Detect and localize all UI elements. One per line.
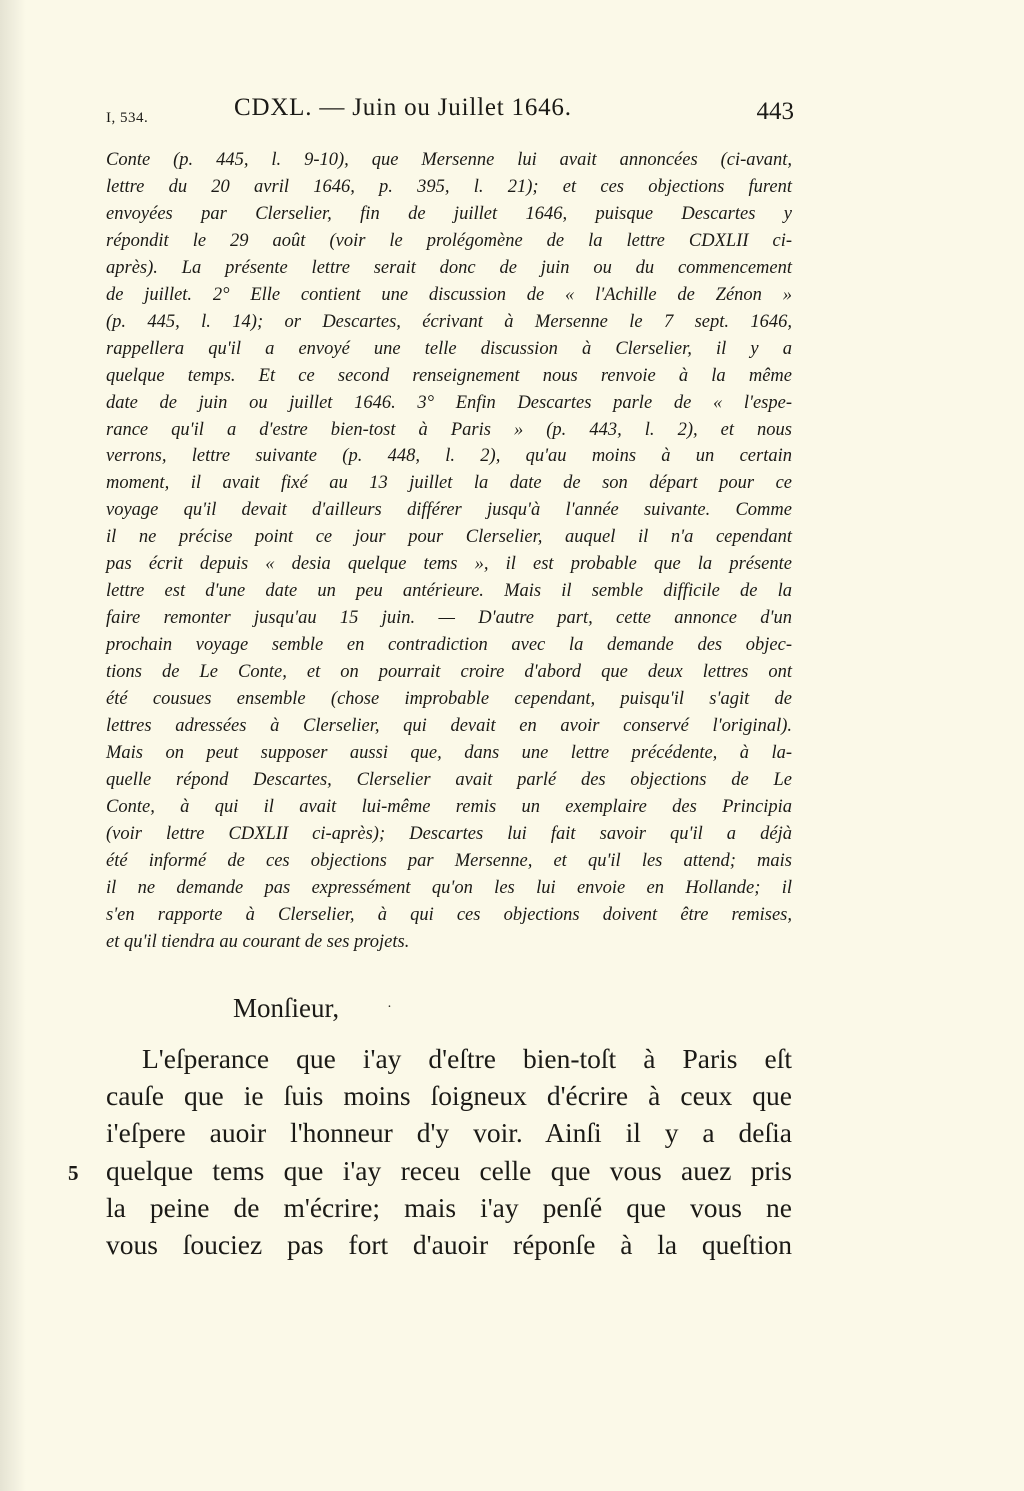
letter-line: i'eſpere auoir l'honneur d'y voir. Ainſi il y a deſia	[106, 1117, 792, 1149]
intro-line: lettres adressées à Clerselier, qui devait en avoir conservé l'original).	[106, 716, 792, 737]
volume-reference: I, 534.	[106, 110, 149, 126]
intro-line: (p. 445, l. 14); or Descartes, écrivant à Mersenne le 7 sept. 1646,	[106, 311, 792, 332]
letter-line: cauſe que ie ſuis moins ſoigneux d'écrire à ceux que	[106, 1080, 792, 1112]
intro-line: pas écrit depuis « desia quelque tems », il est probable que la présente	[106, 554, 792, 575]
salutation-text: Monſieur,	[233, 993, 340, 1023]
stray-mark: ·	[387, 1000, 392, 1015]
intro-line: lettre du 20 avril 1646, p. 395, l. 21); et ces objections furent	[106, 176, 792, 197]
letter-line: L'eſperance que i'ay d'eſtre bien-toſt à Paris eſt	[142, 1043, 792, 1074]
intro-line: été cousues ensemble (chose improbable cependant, puisqu'il s'agit de	[106, 689, 792, 710]
letter-line: la peine de m'écrire; mais i'ay penſé que vous ne	[106, 1191, 792, 1223]
intro-line: lettre est d'une date un peu antérieure. Mais il semble difficile de la	[106, 581, 792, 602]
intro-line: tions de Le Conte, et on pourrait croire d'abord que deux lettres ont	[106, 662, 792, 683]
letter-line: quelque tems que i'ay receu celle que vous auez pris	[106, 1154, 792, 1186]
letter-salutation	[233, 993, 392, 1024]
intro-line: voyage qu'il devait d'ailleurs différer jusqu'à l'année suivante. Comme	[106, 500, 792, 521]
intro-line: été informé de ces objections par Mersenne, et qu'il les attend; mais	[106, 850, 792, 871]
running-head	[106, 92, 794, 136]
intro-line: répondit le 29 août (voir le prolégomène de la lettre CDXLII ci-	[106, 230, 792, 251]
intro-line: s'en rapporte à Clerselier, à qui ces objections doivent être remises,	[106, 904, 792, 925]
intro-line: et qu'il tiendra au courant de ses projets.	[106, 931, 410, 952]
intro-line: il ne précise point ce jour pour Clerselier, auquel il n'a cependant	[106, 527, 792, 548]
intro-line: après). La présente lettre serait donc de juin ou du commencement	[106, 257, 792, 278]
editorial-introduction	[106, 147, 792, 956]
intro-line: Conte, à qui il avait lui-même remis un exemplaire des Principia	[106, 796, 792, 817]
intro-line: quelle répond Descartes, Clerselier avait parlé des objections de Le	[106, 769, 792, 790]
page-number: 443	[756, 98, 794, 125]
intro-line: Mais on peut supposer aussi que, dans une lettre précédente, à la-	[106, 742, 792, 763]
intro-line: quelque temps. Et ce second renseignement nous renvoie à la même	[106, 365, 792, 386]
intro-line: Conte (p. 445, l. 9-10), que Mersenne lui avait annoncées (ci-avant,	[106, 150, 792, 170]
letter-line: vous ſouciez pas fort d'auoir réponſe à la queſtion	[106, 1229, 792, 1261]
intro-line: (voir lettre CDXLII ci-après); Descartes lui fait savoir qu'il a déjà	[106, 823, 792, 844]
intro-line: moment, il avait fixé au 13 juillet la date de son départ pour ce	[106, 473, 792, 494]
intro-line: faire remonter jusqu'au 15 juin. — D'autre part, cette annonce d'un	[106, 608, 792, 629]
letter-body	[106, 1040, 792, 1263]
intro-line: date de juin ou juillet 1646. 3° Enfin Descartes parle de « l'espe-	[106, 392, 792, 413]
intro-line: rance qu'il a d'estre bien-tost à Paris » (p. 443, l. 2), et nous	[106, 419, 792, 440]
intro-line: verrons, lettre suivante (p. 448, l. 2), qu'au moins à un certain	[106, 446, 792, 467]
intro-line: il ne demande pas expressément qu'on les lui envoie en Hollande; il	[106, 877, 792, 898]
intro-line: envoyées par Clerselier, fin de juillet 1646, puisque Descartes y	[106, 203, 792, 224]
margin-line-number: 5	[68, 1161, 79, 1185]
page-gutter-shadow	[0, 0, 26, 1491]
intro-line: prochain voyage semble en contradiction avec la demande des objec-	[106, 635, 792, 656]
running-title: CDXL. — Juin ou Juillet 1646.	[234, 94, 572, 121]
intro-line: rappellera qu'il a envoyé une telle discussion à Clerselier, il y a	[106, 338, 792, 359]
intro-line: de juillet. 2° Elle contient une discussion de « l'Achille de Zénon »	[106, 284, 792, 305]
